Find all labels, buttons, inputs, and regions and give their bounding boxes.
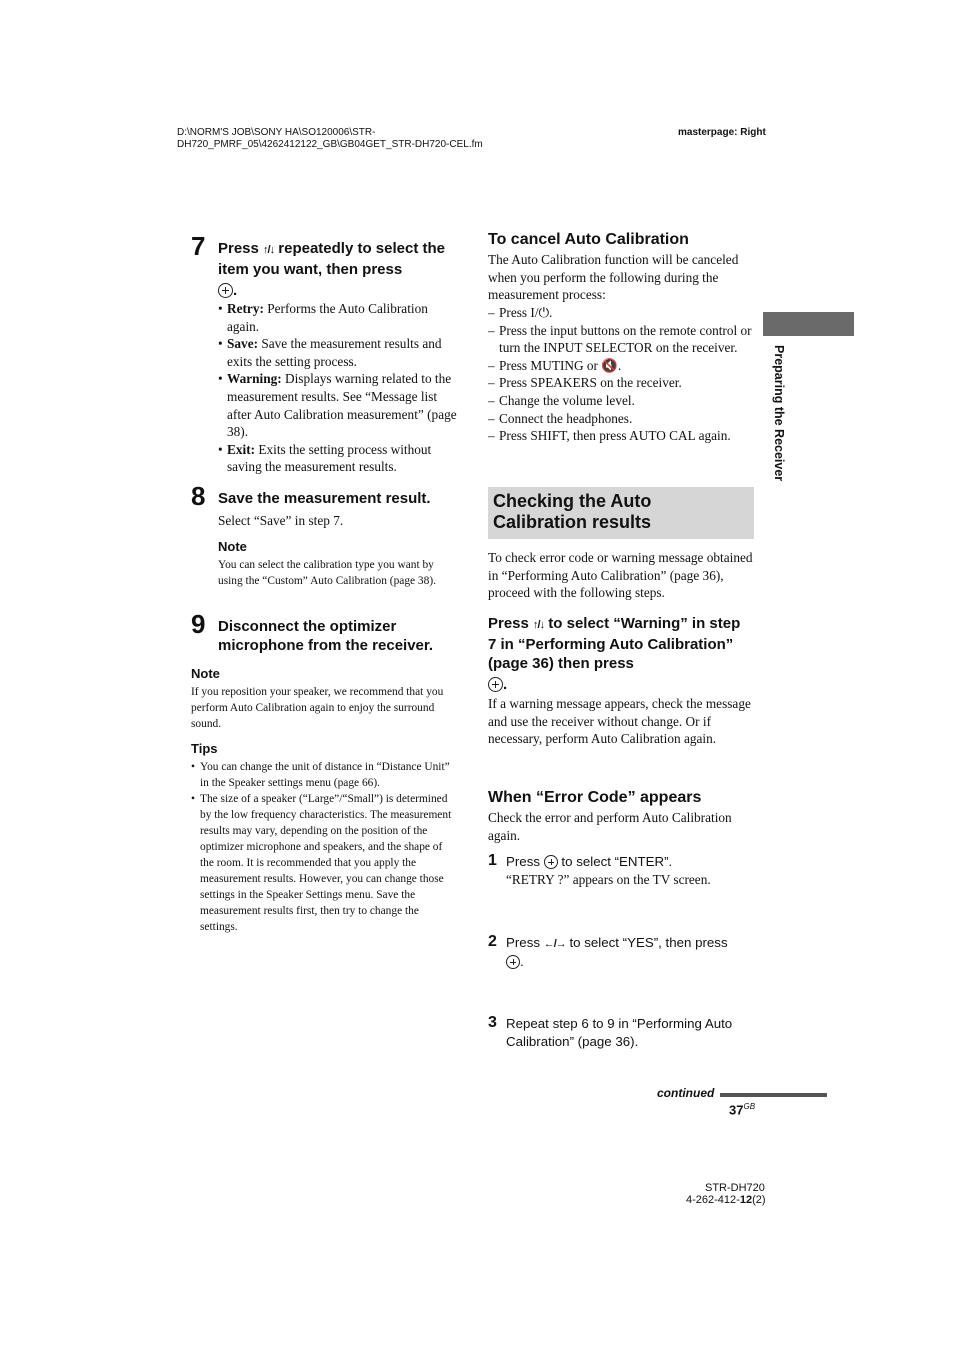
checking-heading-end: . [503,676,508,693]
error-step-2-text-b: to select “YES”, then press [565,935,728,950]
option-term: Warning: [227,371,282,387]
cancel-item: – Connect the headphones. [488,410,633,426]
step-9-heading: Disconnect the optimizer microphone from the receiver. [218,618,434,654]
masterpage-label: masterpage: Right [678,127,766,138]
tip-item: • You can change the unit of distance in “Distance Unit” in the Speaker settings menu (page 66). [191,759,459,791]
cancel-item: – Press the input buttons on the remote control or turn the INPUT SELECTOR on the receiver. [488,322,752,356]
option-desc: Exits the setting process without saving the measurement results. [227,441,432,475]
step-7-number: 7 [191,231,206,261]
error-step-1-text-a: Press [506,854,540,869]
error-step-1-result: “RETRY ?” appears on the TV screen. [506,872,711,887]
up-down-arrows-icon: ↑/↓ [263,244,275,256]
enter-button-icon [218,283,233,298]
cancel-item-text: Connect the headphones. [499,410,633,426]
note-text: If you reposition your speaker, we recommend that you perform Auto Calibration again to enjoy the surround sound. [191,686,444,730]
cancel-item-text: Press MUTING or 🔇. [499,357,622,373]
error-title: When “Error Code” appears [488,789,702,806]
tip-item: • The size of a speaker (“Large”/“Small”) is determined by the low frequency characteristics. The measurement results may vary, depending on the position of the optimizer microphone and speakers, and the shape of the room. It is recommended that you apply the measurement results. However, you can change those settings in the Speaker Settings menu. Save the measurement results first, then try to change the settings. [191,791,459,935]
enter-button-icon [488,677,503,692]
enter-button-icon [544,855,558,869]
section-tab [763,312,854,336]
option-warning [218,370,460,440]
cancel-list [488,304,754,445]
option-desc: Save the measurement results and exits the setting process. [227,336,442,369]
option-desc: Performs the Auto Calibration again. [227,301,428,334]
error-step-2-text-a: Press [506,935,544,950]
cancel-intro: The Auto Calibration function will be canceled when you perform the following during the measurement process: [488,252,739,303]
step-7-options [218,300,460,476]
tips-list [191,759,459,935]
error-step-2-end: . [520,954,524,969]
cancel-item-text: Change the volume level. [499,392,635,408]
enter-button-icon [506,955,520,969]
cancel-item-text: Press the input buttons on the remote control or turn the INPUT SELECTOR on the receiver. [499,322,752,356]
continued-rule [720,1093,827,1097]
cancel-item: – Press MUTING or 🔇. [488,357,622,373]
step-8-note-label: Note [218,539,247,554]
checking-body: If a warning message appears, check the message and use the receiver without change. Or if necessary, perform Auto Calibration again. [488,696,751,747]
cancel-item: – Press SPEAKERS on the receiver. [488,375,682,391]
error-step-1 [488,853,768,889]
option-term: Retry: [227,301,264,316]
cancel-item-text: Press SHIFT, then press AUTO CAL again. [499,428,731,444]
cancel-title: To cancel Auto Calibration [488,231,689,248]
document-code [686,1194,766,1206]
page-number-value: 37 [729,1102,744,1118]
checking-step-heading [488,614,750,694]
error-step-3 [488,1015,772,1051]
step-9-number: 9 [191,609,206,639]
cancel-item-text: Press SPEAKERS on the receiver. [499,375,682,391]
error-step-2 [488,934,768,971]
error-intro: Check the error and perform Auto Calibration again. [488,810,732,843]
checking-intro: To check error code or warning message obtained in “Performing Auto Calibration” (page 36), proceed with the following steps. [488,550,753,601]
option-save [218,335,460,370]
file-path [177,127,483,151]
cancel-item: – Press I/⏻. [488,305,553,320]
doc-code-a: 4-262-412- [686,1194,740,1206]
cancel-item: – Change the volume level. [488,392,635,408]
checking-heading-a: Press [488,615,534,632]
tips-label: Tips [191,741,218,756]
checking-heading-b: to select “Warning” in step 7 in “Performing Auto Calibration” (page 36) then press [488,615,741,672]
error-step-3-number: 3 [488,1014,497,1031]
error-step-1-number: 1 [488,852,497,869]
option-desc: Displays warning related to the measurement results. See “Message list after Auto Calibration measurement” (page 38). [227,371,457,440]
doc-code-b: 12 [739,1194,753,1206]
step-7-heading-a: Press [218,240,264,257]
file-path-line2: DH720_PMRF_05\4262412122_GB\GB04GET_STR-DH720-CEL.fm [177,139,483,150]
step-8-heading: Save the measurement result. [218,490,431,507]
step-8-note-text: You can select the calibration type you want by using the “Custom” Auto Calibration (page 38). [218,559,436,587]
section-side-label: Preparing the Receiver [772,345,786,482]
step-8-number: 8 [191,481,206,511]
file-path-line1: D:\NORM'S JOB\SONY HA\SO120006\STR- [177,127,376,138]
step-7-heading [218,239,463,300]
left-right-arrows-icon: ←/→ [543,938,566,950]
cancel-item-text: Press I/⏻. [499,305,553,320]
step-7-heading-b: repeatedly to select the item you want, then press [218,240,446,278]
error-step-2-number: 2 [488,933,497,950]
checking-title-text: Checking the Auto Calibration results [493,491,652,532]
note-label: Note [191,666,220,681]
error-step-3-text: Repeat step 6 to 9 in “Performing Auto Calibration” (page 36). [506,1016,733,1049]
cancel-item: – Press SHIFT, then press AUTO CAL again. [488,428,731,444]
model-number: STR-DH720 [705,1182,765,1194]
option-retry [218,300,460,335]
option-term: Exit: [227,441,256,457]
continued-label: continued [657,1086,715,1100]
checking-section-title [488,487,754,539]
option-exit [218,441,460,476]
up-down-arrows-icon: ↑/↓ [533,619,545,631]
error-step-1-text-b: to select “ENTER”. [561,854,673,869]
page-number [729,1102,755,1117]
step-7-heading-end: . [233,282,238,299]
option-term: Save: [227,336,259,352]
doc-code-c: (2) [752,1194,766,1206]
step-8-body: Select “Save” in step 7. [218,513,344,528]
page-number-suffix: GB [743,1102,756,1111]
